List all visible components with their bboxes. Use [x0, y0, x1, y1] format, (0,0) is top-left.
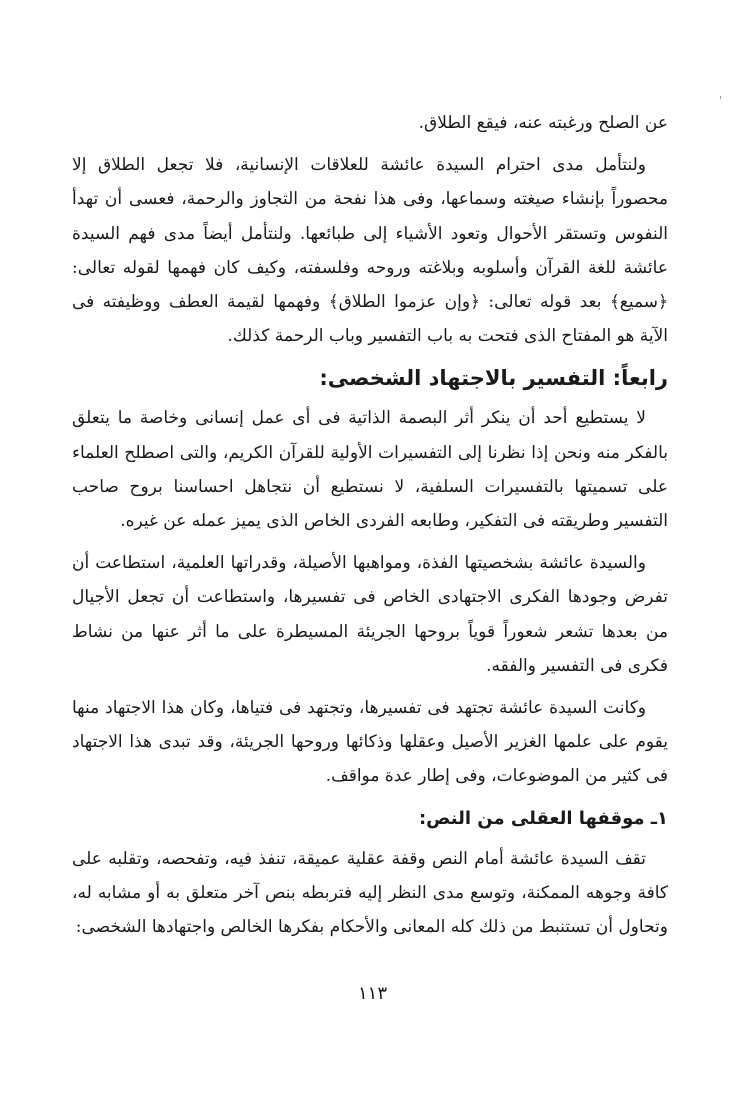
paragraph-personal-imprint: لا يستطيع أحد أن ينكر أثر البصمة الذاتية فى أى عمل إنسانى وخاصة ما يتعلق بالفكر منه ونحن إذا نظرنا إلى التفسيرات الأولية للقرآن الكريم، والتى اصطلح العلماء على تسميتها بالتفسيرات السلفية، لا نستطيع أن نتجاهل احساسنا بروح صاحب التفسير وطريقته فى التفكير، وطابعه الفردى الخاص الذى يميز عمله عن غيره.: [72, 408, 668, 532]
section-heading-personal-ijtihad: رابعاً: التفسير بالاجتهاد الشخصى:: [319, 366, 668, 391]
corner-mark: [720, 96, 721, 99]
paragraph-aisha-ijtihad: وكانت السيدة عائشة تجتهد فى تفسيرها، وتجتهد فى فتياها، وكان هذا الاجتهاد منها يقوم على علمها الغزير الأصيل وعقلها وذكائها وروحها الجريئة، وقد تبدى هذا الاجتهاد فى كثير من الموضوعات، وفى إطار عدة مواقف.: [72, 698, 668, 787]
paragraph-aisha-personality: والسيدة عائشة بشخصيتها الفذة، ومواهبها الأصيلة، وقدراتها العلمية، استطاعت أن تفرض وجودها الفكرى الاجتهادى الخاص فى تفسيرها، واستطاعت أن تجعل الأجيال من بعدها تشعر شعوراً قوياً بروحها الجريئة المسيطرة على ما أثر عنها من نشاط فكرى فى التفسير والفقه.: [72, 553, 668, 676]
page-content: [72, 106, 668, 952]
paragraph-continuation: عن الصلح ورغبته عنه، فيقع الطلاق.: [418, 113, 668, 133]
page-number: ١١٣: [357, 983, 387, 1004]
paragraph-divorce-mercy: ولنتأمل مدى احترام السيدة عائشة للعلاقات الإنسانية، فلا تجعل الطلاق إلا محصوراً بإنشاء صيغته وسماعها، وفى هذا نفحة من التجاوز والرحمة، فعسى أن تهدأ النفوس وتستقر الأحوال وتعود الأشياء إلى طبائعها. ولنتأمل أيضاً مدى فهم السيدة عائشة للغة القرآن وأسلوبه وبلاغته وروحه وفلسفته، وكيف كان فهمها لقوله تعالى: ﴿سميع﴾ بعد قوله تعالى: ﴿وإن عزموا الطلاق﴾ وفهمها لقيمة العطف ووظيفته فى الآية هو المفتاح الذى فتحت به باب التفسير وباب الرحمة كذلك.: [72, 155, 668, 347]
paragraph-rational-stance: تقف السيدة عائشة أمام النص وقفة عقلية عميقة، تنفذ فيه، وتفحصه، وتقلبه على كافة وجوهه الممكنة، وتوسع مدى النظر إليه فتربطه بنص آخر متعلق به أو مشابه له، وتحاول أن تستنبط من ذلك كله المعانى والأحكام بفكرها الخالص واجتهادها الشخصى:: [72, 848, 668, 938]
subsection-heading-rational-stance: ١ـ موقفها العقلى من النص:: [418, 807, 668, 829]
